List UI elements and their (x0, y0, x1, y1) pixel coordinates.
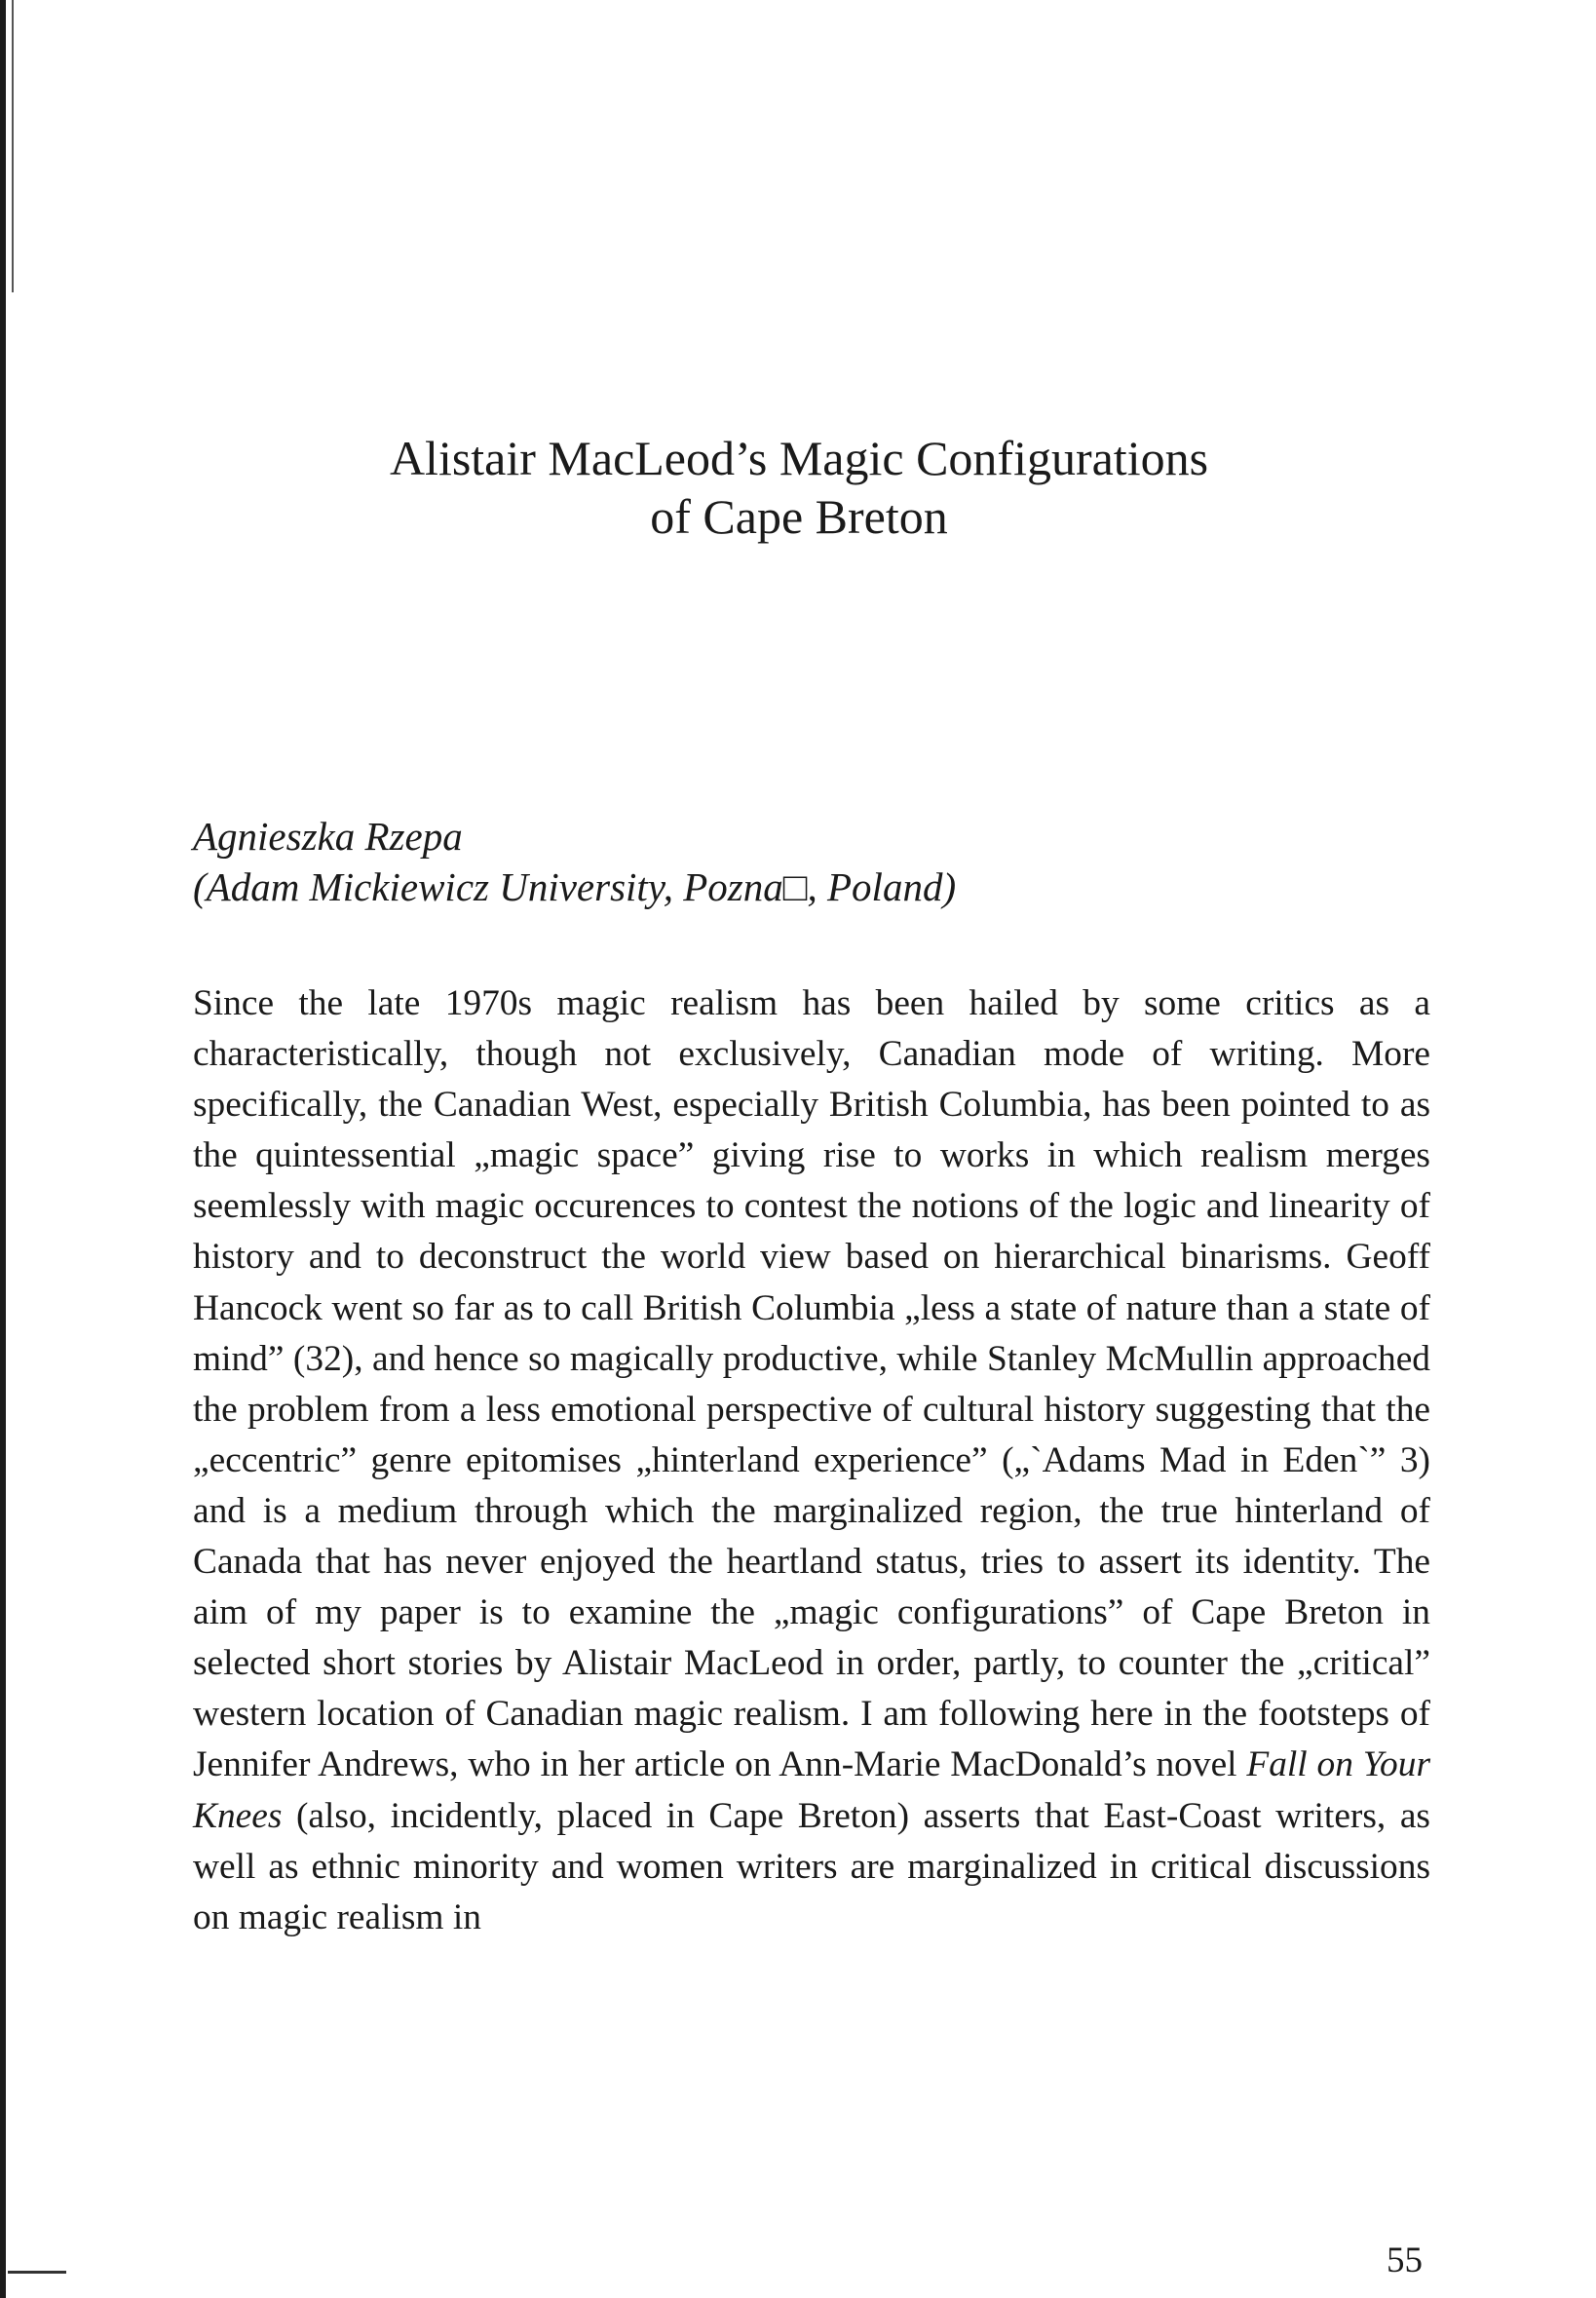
author-affiliation: (Adam Mickiewicz University, Pozna□, Poland) (193, 864, 957, 909)
novel-title: Fall on Your Knees (193, 1744, 1430, 1836)
author-name: Agnieszka Rzepa (193, 814, 463, 859)
body-text-part-1: Since the late 1970s magic realism has been hailed by some critics as a characteristically, though not exclusively, Canadian mode of writing. More specifically, the Canadian West, especially British Columbia, has been pointed to as the quintessential „magic space” giving rise to works in which realism merges seemlessly with magic occurences to contest the notions of the logic and linearity of history and to deconstruct the world view based on hierarchical binarisms. Geoff Hancock went so far as to call British Columbia „less a state of nature than a state of mind” (32), and hence so magically productive, while Stanley McMullin approached the problem from a less emotional perspective of cultural history suggesting that the „eccentric” genre epitomises „hinterland experience” („`Adams Mad in Eden`” 3) and is a medium through which the marginalized region, the true hinterland of Canada that has never enjoyed the heartland status, tries to assert its identity. The aim of my paper is to examine the „magic configurations” of Cape Breton in selected short stories by Alistair MacLeod in order, partly, to counter the „critical” western location of Canadian magic realism. I am following here in the footsteps of Jennifer Andrews, who in her article on Ann-Marie MacDonald’s novel (193, 983, 1430, 1785)
article-title (166, 429, 1432, 546)
body-paragraph (193, 978, 1430, 1943)
title-line-1: Alistair MacLeod’s Magic Configurations (389, 431, 1209, 485)
page-number: 55 (1387, 2241, 1423, 2280)
title-line-2: of Cape Breton (650, 489, 948, 544)
body-text-part-2: (also, incidently, placed in Cape Breton) asserts that East-Coast writers, as well as ethnic minority and women writers are marginalized in critical discussions on magic realism in (193, 1795, 1430, 1937)
